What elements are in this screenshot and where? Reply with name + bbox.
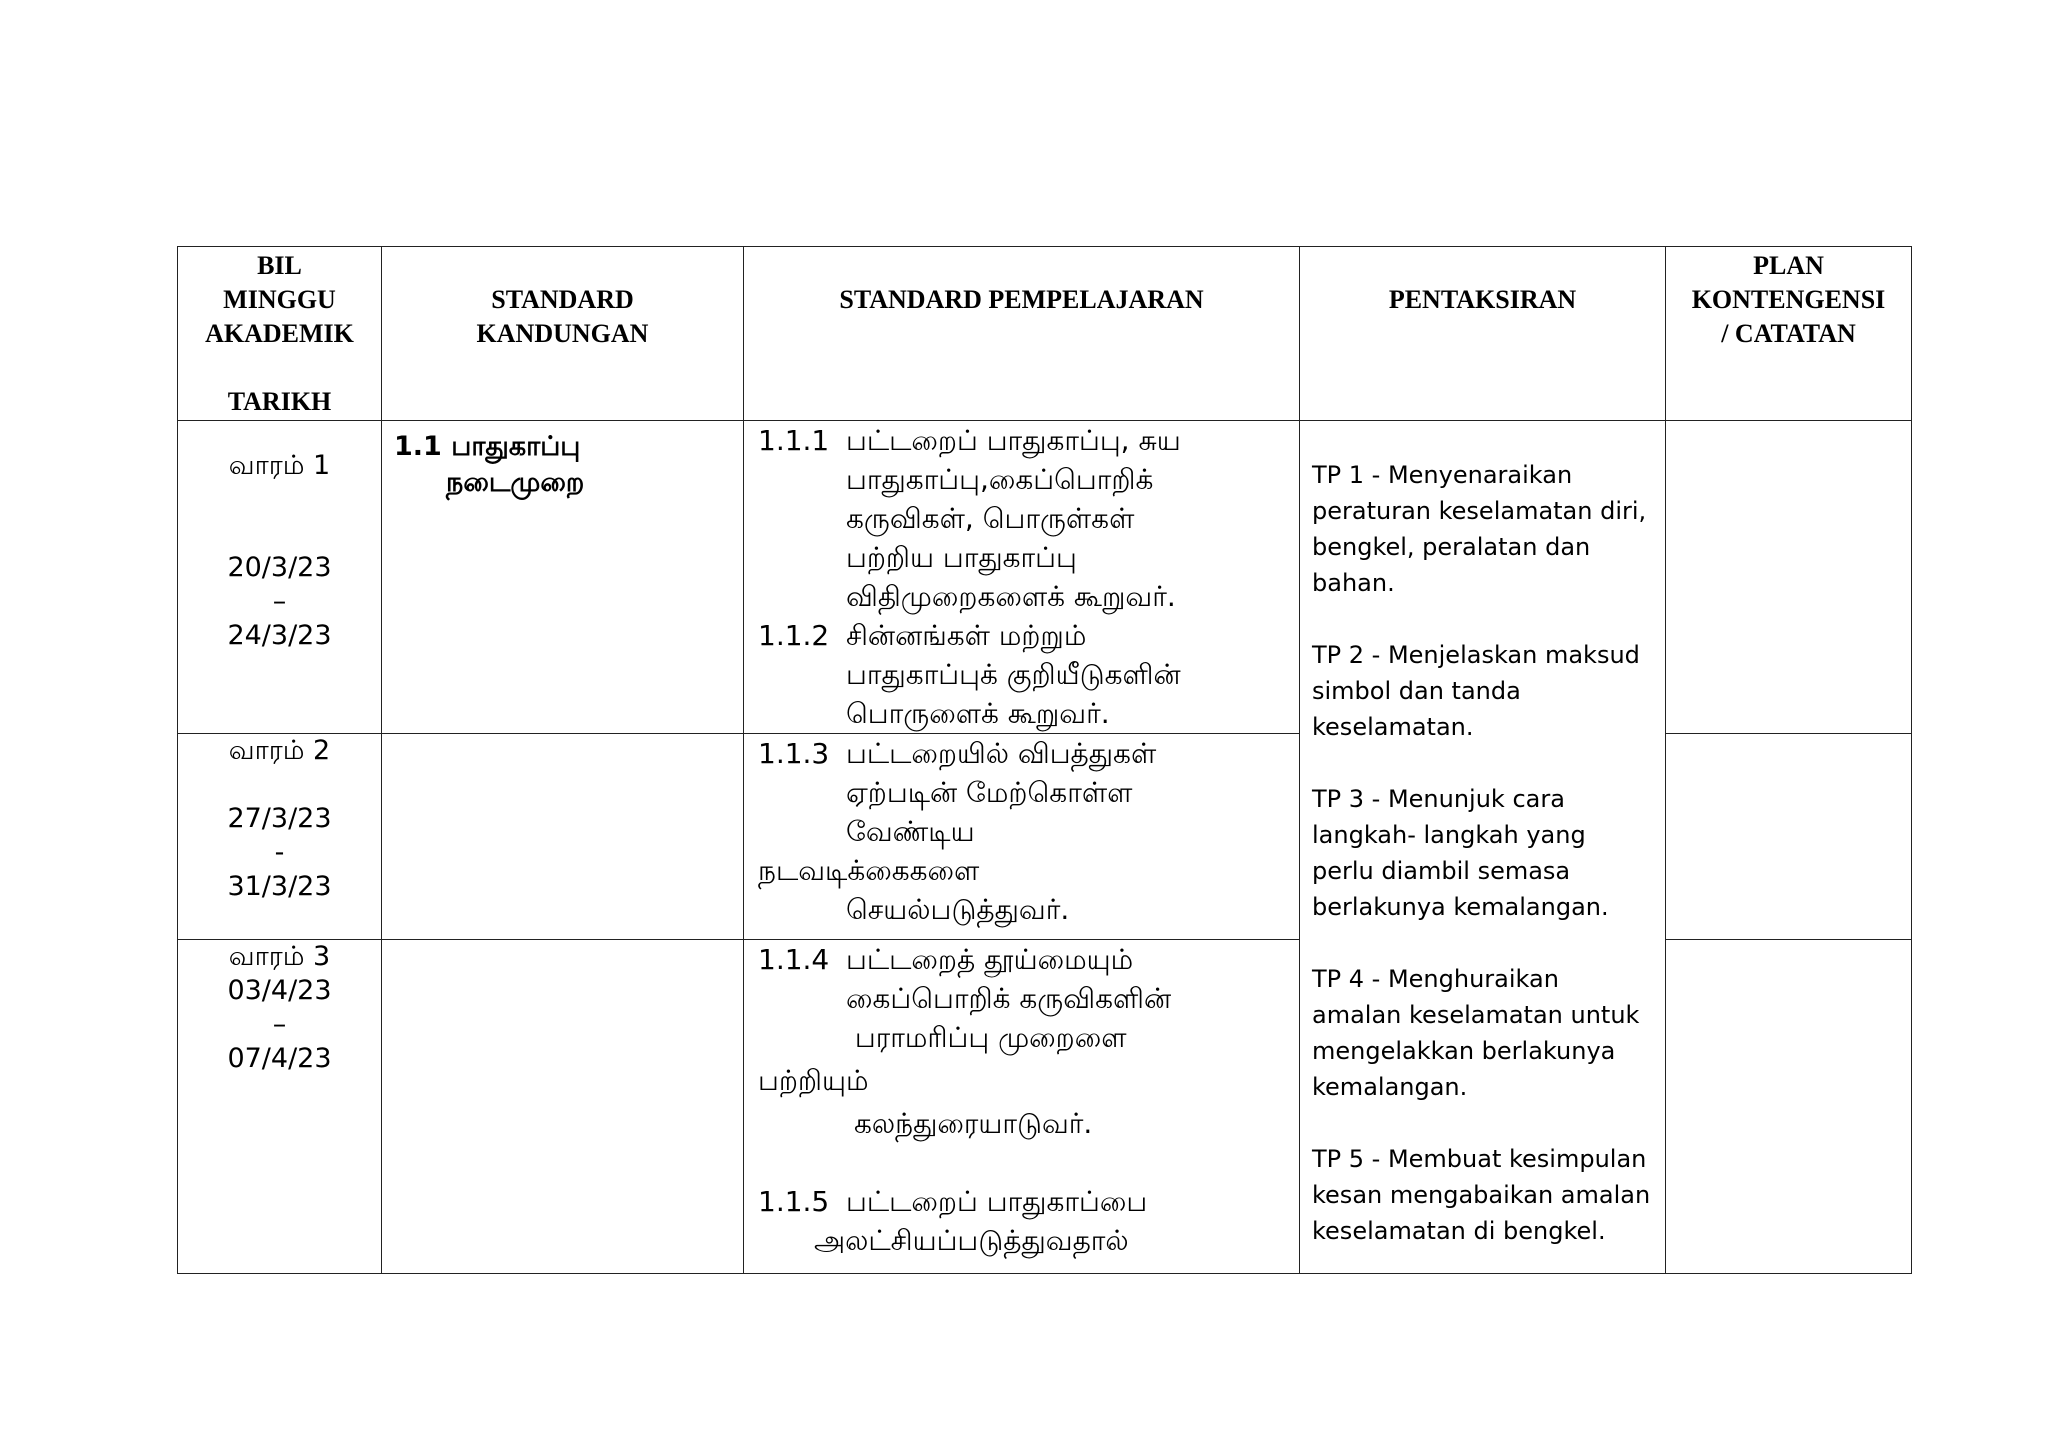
header-row xyxy=(178,247,1912,421)
week-end-date: 07/4/23 xyxy=(227,1043,332,1074)
standard-pempelajaran-cell xyxy=(744,421,1300,734)
tp-item: TP 3 - Menunjuk cara langkah- langkah yang perlu diambil semasa berlakunya kemalangan. xyxy=(1312,785,1609,921)
standard-pempelajaran-cell: 1.1.3 பட்டறையில் விபத்துகள் ஏற்படின் மேற்கொள்ள வேண்டிய நடவடிக்கைகளை செயல்படுத்துவர். xyxy=(744,734,1300,940)
plan-cell xyxy=(1666,940,1912,1274)
tp-item: TP 5 - Membuat kesimpulan kesan mengabaikan amalan keselamatan di bengkel. xyxy=(1312,1145,1651,1245)
sp-item: 1.1.1 பட்டறைப் பாதுகாப்பு, சுய பாதுகாப்பு,கைப்பொறிக் கருவிகள், பொருள்கள் பற்றிய பாதுகாப்பு விதிமுறைகளைக் கூறுவர். xyxy=(758,424,1181,613)
table-row xyxy=(178,421,1912,734)
standard-pempelajaran-cell: 1.1.4 பட்டறைத் தூய்மையும் கைப்பொறிக் கருவிகளின் பராமரிப்பு முறைளை பற்றியும் கலந்துரையாடுவர். 1.1.5 பட்டறைப் பாதுகாப்பை அலட்சியப்படுத்துவதால் xyxy=(744,940,1300,1274)
week-end-date: 24/3/23 xyxy=(227,620,332,651)
header-tarikh: TARIKH xyxy=(227,387,332,416)
week-end-date: 31/3/23 xyxy=(227,871,332,902)
week-label: வாரம் 1 xyxy=(228,450,331,481)
week-label: வாரம் 3 xyxy=(228,941,331,972)
sp-item: 1.1.4 பட்டறைத் தூய்மையும் கைப்பொறிக் கருவிகளின் பராமரிப்பு முறைளை xyxy=(758,943,1172,1054)
week-cell: வாரம் 2 27/3/23 - 31/3/23 xyxy=(178,734,382,940)
standard-kandungan-cell: 1.1 பாதுகாப்பு நடைமுறை xyxy=(382,421,744,734)
week-start-date: 03/4/23 xyxy=(227,975,332,1006)
header-standard-pempelajaran: STANDARD PEMPELAJARAN xyxy=(744,247,1300,421)
header-pentaksiran: PENTAKSIRAN xyxy=(1300,247,1666,421)
tp-item: TP 1 - Menyenaraikan peraturan keselamatan diri, bengkel, peralatan dan bahan. xyxy=(1312,461,1647,597)
week-start-date: 27/3/23 xyxy=(227,803,332,834)
week-cell: வாரம் 3 03/4/23 – 07/4/23 xyxy=(178,940,382,1274)
sp-item: 1.1.2 சின்னங்கள் மற்றும் பாதுகாப்புக் குறியீடுகளின் பொருளைக் கூறுவர். xyxy=(758,619,1181,730)
header-bil-minggu: BIL MINGGU AKADEMIK TARIKH xyxy=(178,247,382,421)
week-start-date: 20/3/23 xyxy=(227,552,332,583)
sp-item: 1.1.5 பட்டறைப் பாதுகாப்பை xyxy=(758,1185,1148,1218)
standard-kandungan-cell xyxy=(382,734,744,940)
plan-cell xyxy=(1666,421,1912,734)
week-cell: வாரம் 1 20/3/23 – 24/3/23 xyxy=(178,421,382,734)
pentaksiran-cell xyxy=(1300,421,1666,1274)
standard-kandungan-cell xyxy=(382,940,744,1274)
sp-item: 1.1.3 பட்டறையில் விபத்துகள் ஏற்படின் மேற்கொள்ள வேண்டிய xyxy=(758,737,1157,848)
rpt-table xyxy=(177,246,1912,1274)
plan-cell xyxy=(1666,734,1912,940)
tp-item: TP 4 - Menghuraikan amalan keselamatan untuk mengelakkan berlakunya kemalangan. xyxy=(1312,965,1640,1101)
header-plan-kontengensi: PLAN KONTENGENSI / CATATAN xyxy=(1666,247,1912,421)
tp-item: TP 2 - Menjelaskan maksud simbol dan tanda keselamatan. xyxy=(1312,641,1640,741)
week-label: வாரம் 2 xyxy=(228,735,331,766)
header-standard-kandungan: STANDARD KANDUNGAN xyxy=(382,247,744,421)
